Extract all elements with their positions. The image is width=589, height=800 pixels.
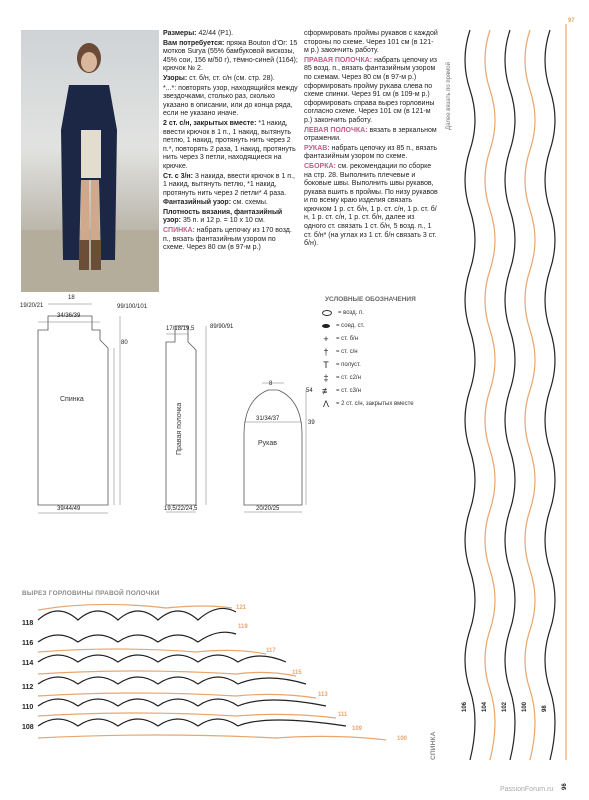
materials-value: пряжа Bouton d’Or: 15 мотков Surya (55% бамбуковой вискозы, 45% сои, 156 м/50 г), тёмно-синей (1164); крючок № 2.	[163, 39, 298, 73]
fancy-value: см. схемы.	[232, 199, 268, 207]
neck-row-label: 108	[22, 724, 34, 731]
back-shoulder-dim: 34/36/39	[57, 313, 81, 319]
back-row-label: 100	[522, 701, 528, 712]
back-outline	[38, 316, 108, 505]
front-total-dim: 89/90/91	[210, 324, 234, 330]
back-row-label: 96	[562, 783, 568, 790]
hdc-icon: T	[323, 359, 329, 370]
back-chart	[458, 20, 578, 780]
right-front-value: набрать цепочку из 85 возд. п., вязать фантазийным узором по схемам. Через 80 см (в 97-м р.) сформировать пройму рукава слева по схеме спинки. Через 91 см (в 109-м р.) сформировать справа вырез горловины согласно схеме. Через 101 см (в 121-м р.) закончить работу.	[304, 56, 437, 124]
legend-title: УСЛОВНЫЕ ОБОЗНАЧЕНИЯ	[325, 296, 416, 303]
left-front-value: вязать в зеркальном отражении.	[304, 126, 437, 143]
dc3-value: 3 накида, ввести крючок в 1 п., 1 накид, вытянуть петлю, *1 накид, протянуть нить через 2 петли* 4 раза.	[163, 172, 295, 197]
patterns-value: ст. б/н, ст. с/н (см. стр. 28).	[189, 74, 275, 82]
sizes-label: Размеры:	[163, 30, 197, 37]
neck-row-label: 118	[22, 620, 34, 627]
assembly-value: см. рекомендации по сборке на стр. 28. Выполнить плечевые и боковые швы. Выполнить швы рукавов, рукава вшить в проймы. По низу рукавов и по всему краю изделия связать крючком 1 р. ст. б/н, 1 р. ст. с/н, 1 р. ст. б/н, 1 р. ст. с/н, 1 р. ст. б/н, далее из одного ст. связать 1 ст. б/н, 5 возд. п., 1 ст. б/н* (на углах из 1 ст. б/н связать 3 ст. б/н).	[304, 162, 438, 248]
tr-icon: ‡	[323, 372, 329, 383]
neck-row-number: 115	[292, 670, 302, 676]
slip-stitch-icon	[322, 324, 330, 328]
sleeve-piece-label: Рукав	[258, 440, 277, 447]
sleeve-right-dim: 39	[308, 420, 315, 426]
back-chart-note: Далее вязать по прямой	[446, 62, 452, 130]
legend-item: ‡ = ст. с2/н	[323, 372, 361, 383]
legend-item: = соед. ст.	[322, 319, 442, 332]
back-height-dim: 80	[121, 340, 128, 346]
neck-chart-title: ВЫРЕЗ ГОРЛОВИНЫ ПРАВОЙ ПОЛОЧКИ	[22, 590, 160, 597]
front-bottom-dim: 19,5/22/24,5	[164, 506, 198, 512]
back-cont: сформировать проймы рукавов с каждой стороны по схеме. Через 101 см (в 121-м р.) закончить работу.	[304, 30, 438, 55]
dec-value: *1 накид, ввести крючок в 1 п., 1 накид, вытянуть петлю, 1 накид, протянуть нить через 2 п.*, повторять 2 раза, 1 накид, протянуть нить через 3 петли, находящиеся на крючке.	[163, 119, 296, 170]
model-photo	[21, 30, 159, 292]
fancy-label: Фантазийный узор:	[163, 199, 232, 207]
neck-row-number: 109	[352, 726, 363, 732]
legend-item: † = ст. с/н	[323, 346, 358, 357]
dec-label: 2 ст. с/н, закрытых вместе:	[163, 119, 257, 127]
instructions-col-2	[304, 30, 438, 250]
front-piece-label: Правая полочка	[176, 402, 183, 455]
instructions-col-1	[163, 30, 299, 254]
dtr-icon: ≢	[322, 385, 331, 396]
neck-row-number: 111	[338, 712, 348, 718]
back-top-number: 97	[568, 18, 575, 24]
left-front-label: ЛЕВАЯ ПОЛОЧКА:	[304, 126, 368, 134]
sleeve-left-dim: 54	[306, 388, 313, 394]
dec-icon: Λ	[322, 398, 329, 409]
sleeve-cap-dim: 31/34/37	[256, 416, 280, 422]
back-chart-title: СПИНКА	[430, 731, 437, 760]
back-bottom-dim: 39/44/49	[57, 506, 81, 512]
back-row-label: 98	[542, 705, 548, 712]
legend-item: ≢ = ст. с3/н	[322, 385, 361, 396]
gauge-value: 35 п. и 12 р. = 10 х 10 см.	[182, 217, 265, 225]
chain-icon	[322, 310, 332, 316]
legend-item: T = полуст.	[323, 359, 361, 370]
back-row-label: 102	[502, 701, 508, 712]
neck-row-number: 117	[266, 648, 276, 654]
right-front-label: ПРАВАЯ ПОЛОЧКА:	[304, 56, 373, 64]
legend	[322, 306, 442, 410]
neck-row-label: 116	[22, 640, 34, 647]
back-row-label: 104	[482, 701, 488, 712]
neck-row-number: 121	[236, 605, 247, 611]
front-top-dim: 17/18/19,5	[166, 326, 195, 332]
back-left-dim: 19/20/21	[20, 303, 44, 309]
gauge-label: Плотность вязания, фантазийный узор:	[163, 208, 283, 225]
back-piece-label: Спинка	[60, 396, 84, 403]
back-row-label: 106	[462, 701, 468, 712]
sleeve-label: РУКАВ:	[304, 144, 330, 152]
back-value: набрать цепочку из 170 возд. п., вязать фантазийным узором по схеме. Через 80 см (в 97-м р.)	[163, 227, 292, 252]
sleeve-value: набрать цепочку из 85 п., вязать фантазийным узором по схеме.	[304, 144, 438, 161]
back-label: СПИНКА:	[163, 227, 195, 235]
legend-item: = возд. п.	[322, 306, 442, 319]
sleeve-outline	[244, 390, 302, 505]
sizes-value: 42/44 (Р1).	[198, 30, 234, 37]
back-top-dim: 18	[68, 295, 75, 301]
neck-row-number: 100	[397, 736, 408, 742]
neck-row-label: 112	[22, 684, 34, 691]
legend-item: + = ст. б/н	[323, 333, 359, 344]
assembly-label: СБОРКА:	[304, 162, 336, 170]
neck-row-label: 114	[22, 660, 34, 667]
legend-item: Λ = 2 ст. с/н, закрытых вместе	[322, 398, 414, 409]
sc-icon: +	[323, 333, 329, 344]
sleeve-bottom-dim: 20/20/25	[256, 506, 280, 512]
neck-chart	[36, 598, 406, 758]
neck-row-number: 119	[238, 624, 248, 630]
neck-row-number: 113	[318, 692, 328, 698]
dc-icon: †	[323, 346, 329, 357]
neck-row-label: 110	[22, 704, 34, 711]
sleeve-top-dim: 8	[269, 381, 273, 387]
repeat-note: *...*: повторять узор, находящийся между звездочками, столько раз, сколько указано в описании, или до конца ряда, если не указано иначе.	[163, 84, 298, 118]
schematics	[0, 290, 320, 520]
site-watermark: PassionForum.ru	[500, 786, 554, 793]
dc3-label: Ст. с 3/н:	[163, 172, 193, 180]
back-total-dim: 99/100/101	[117, 304, 148, 310]
materials-label: Вам потребуется:	[163, 39, 225, 47]
patterns-label: Узоры:	[163, 74, 188, 82]
